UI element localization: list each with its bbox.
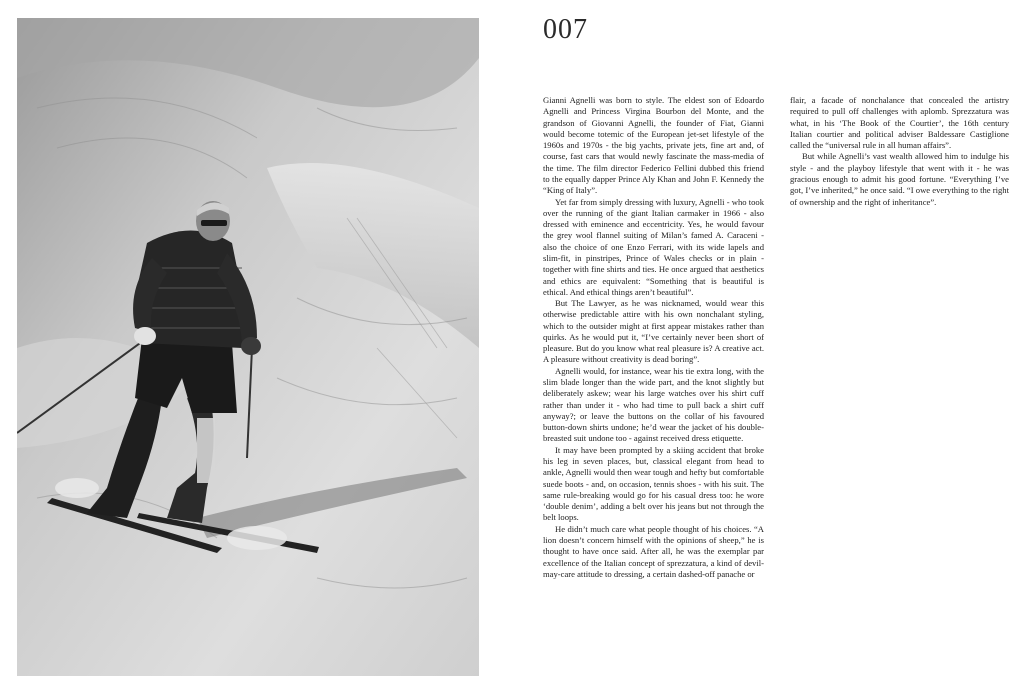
article-column-right: [790, 95, 1009, 208]
paragraph: It may have been prompted by a skiing accident that broke his leg in seven places, but, classical elegant from head to ankle, Agnelli would then wear tough and hefty but comfortable suede boots - and, on occasion, tennis shoes - with his suit. The same rule-breaking would go for his casual dress too: he wore ‘double denim’, adding a belt over his jeans but not through the belt loops.: [543, 444, 764, 523]
paragraph: Yet far from simply dressing with luxury, Agnelli - who took over the running of the giant Italian carmaker in 1966 - also dressed with eminence and eccentricity. Yes, he would favour the grey wool flannel suiting of Milan’s famed A. Caraceni - also the choice of one Enzo Ferrari, with its wide lapels and slim-fit, in pinstripes, Prince of Wales checks or in plain - together with fine shirts and ties. He once argued that aesthetics and ethics are equivalent: “Something that is beautiful is ethical. And ethical things aren’t beautiful”.: [543, 196, 764, 297]
paragraph: But while Agnelli’s vast wealth allowed him to indulge his style - and the playboy lifestyle that went with it - he was gracious enough to admit his good fortune. “Everything I’ve got, I’ve inherited,” he once said. “I owe everything to the right of ownership and the right of inheritance”.: [790, 151, 1009, 207]
paragraph: flair, a facade of nonchalance that concealed the artistry required to pull off challenges with aplomb. Sprezzatura was what, in his ‘The Book of the Courtier’, the 16th century Italian courtier and political adviser Baldessare Castiglione called the “universal rule in all human affairs”.: [790, 95, 1009, 151]
paragraph: But The Lawyer, as he was nicknamed, would wear this otherwise predictable attire with his own nonchalant styling, which to the outsider might at first appear mistakes rather than quirks. As he would put it, “I’ve certainly never been short of pleasure. But do you know what real pleasure is? A creative act. A pleasure without creativity is dead boring”.: [543, 298, 764, 365]
paragraph: Gianni Agnelli was born to style. The eldest son of Edoardo Agnelli and Princess Virgina Bourbon del Monte, and the grandson of Giovanni Agnelli, the founder of Fiat, Gianni would become totemic of the European jet-set lifestyle of the 1960s and 1970s - the big yachts, private jets, fine art and, of course, fast cars that would newly fascinate the mass-media of the time. The film director Federico Fellini dubbed this friend to the equally dapper Prince Aly Khan and John F. Kennedy the “King of Italy”.: [543, 95, 764, 196]
paragraph: He didn’t much care what people thought of his choices. “A lion doesn’t concern himself with the opinions of sheep,” he is thought to have once said. After all, he was the exemplar par excellence of the Italian concept of sprezzatura, a kind of devil-may-care attitude to dressing, a certain dashed-off panache or: [543, 523, 764, 579]
page-number: 007: [543, 14, 588, 45]
skier-photo: [17, 18, 479, 676]
paragraph: Agnelli would, for instance, wear his tie extra long, with the slim blade longer than the wide part, and the knot slightly but deliberately askew; wear his large watches over his shirt cuff rather than under it - who had time to pull back a shirt cuff anyway?; or leave the buttons on the collar of his favoured button-down shirts undone; he’d wear the jacket of his double-breasted suit undone too - against received dress etiquette.: [543, 365, 764, 444]
article-column-left: [543, 95, 764, 687]
